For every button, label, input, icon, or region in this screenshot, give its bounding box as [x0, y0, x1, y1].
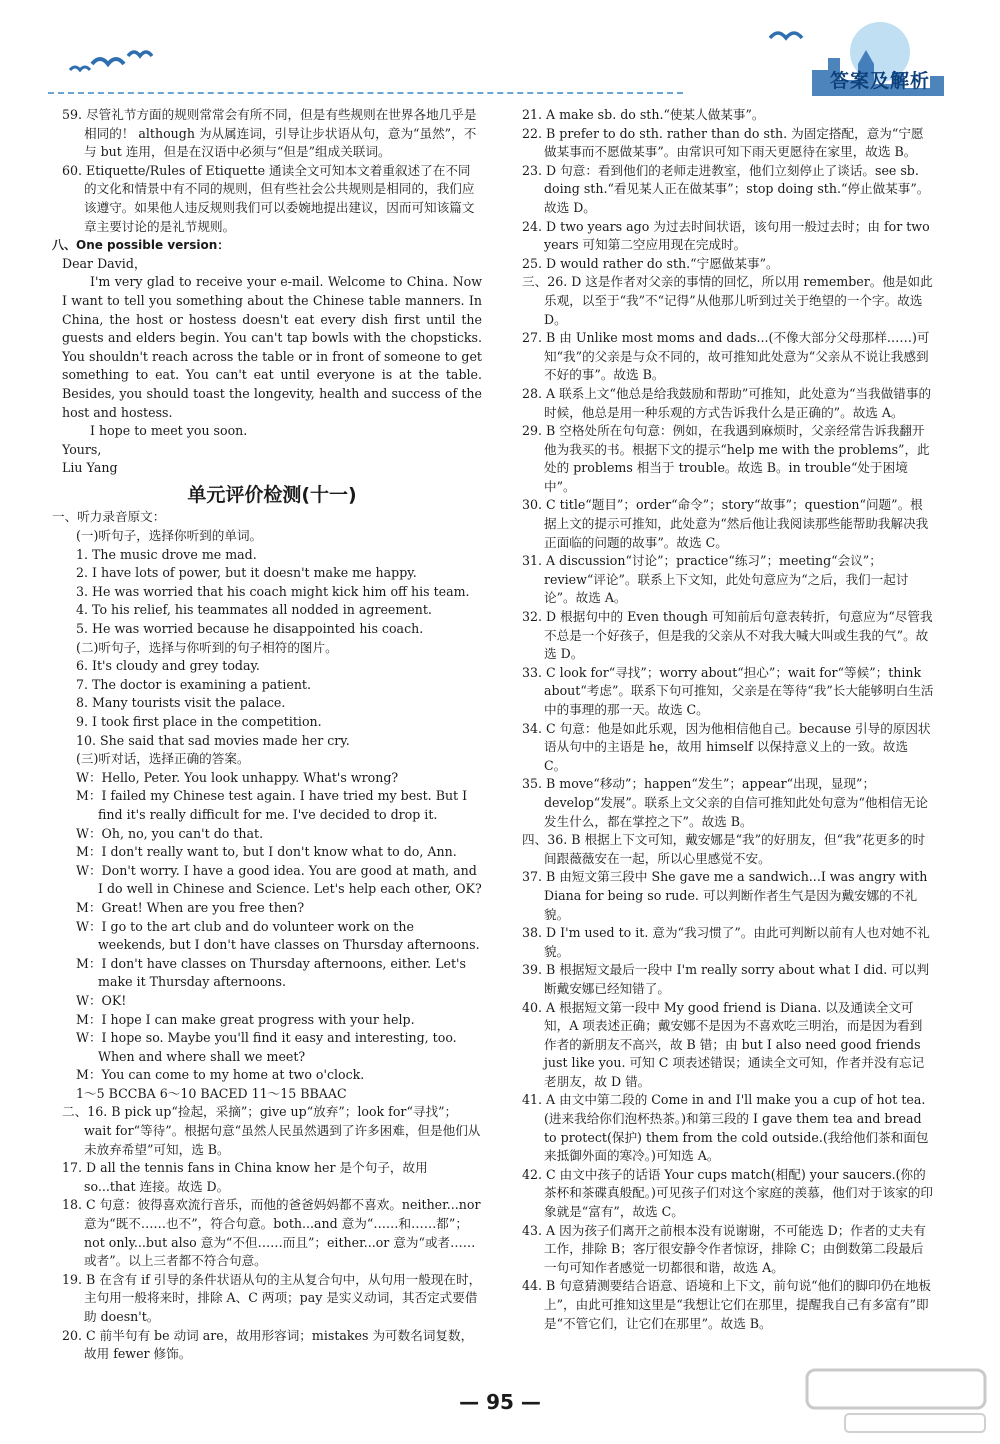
answer-item: 17. D all the tennis fans in China know her 是个句子，故用 so...that 连接。故选 D。 — [62, 1160, 428, 1194]
listening-header: 一、听力录音原文： — [52, 509, 166, 525]
listening-sentence: 4. To his relief, his teammates all nodded in agreement. — [76, 602, 432, 618]
answer-item: 27. B 由 Unlike most moms and dads...(不像大部分父母那样……)可知“我”的父亲是与众不同的，故可推知此处意为“父亲从不说让我感到不好的事”。故选 B。 — [522, 330, 930, 383]
dialogue-line: W：I hope so. Maybe you'll find it easy and interesting, too. When and where shall we meet? — [76, 1030, 457, 1064]
answer-item: 43. A 因为孩子们离开之前根本没有说谢谢，不可能选 D；作者的丈夫有工作，排除 B；客厅很安静令作者惊讶，排除 C；由倒数第二段最后一句可知作者感觉一切都很和谐，故选 A。 — [522, 1222, 926, 1275]
dialogue-line: W：Hello, Peter. You look unhappy. What's wrong? — [76, 769, 399, 785]
answer-item: 34. C 句意：他是如此乐观，因为他相信他自己。because 引导的原因状语从句中的主语是 he，故用 himself 以保持意义上的一致。故选 C。 — [522, 720, 931, 773]
listening-sentence: 7. The doctor is examining a patient. — [76, 676, 311, 692]
listening-sentence: 9. I took first place in the competition. — [76, 714, 322, 729]
dialogue-line: M：Great! When are you free then? — [76, 899, 305, 915]
letter-signature: Liu Yang — [62, 460, 118, 476]
listening-sentence: 5. He was worried because he disappointed his coach. — [76, 621, 424, 637]
right-column — [522, 106, 934, 1333]
answer-item: 29. B 空格处所在句句意：例如，在我遇到麻烦时，父亲经常告诉我翻开他为我买的书。根据下文的提示“help me with the problems”，此处的 problems 相当于 trouble。故选 B。in trouble“处于困境中”。 — [522, 423, 930, 494]
answer-item: 二、16. B pick up“捡起，采摘”；give up“放弃”；look for“寻找”；wait for“等待”。根据句意“虽然人民虽然遇到了许多困难，但是他们从未放弃希望”可知，选 B。 — [62, 1104, 481, 1157]
answer-item: 20. C 前半句有 be 动词 are，故用形容词；mistakes 为可数名词复数，故用 fewer 修饰。 — [62, 1327, 474, 1362]
letter-salutation: Dear David， — [62, 255, 147, 271]
answer-item: 28. A 联系上文“他总是给我鼓励和帮助”可推知，此处意为“当我做错事的时候，他总是用一种乐观的方式告诉我什么是正确的”。故选 A。 — [522, 385, 932, 420]
dialogue-line: M：I don't really want to, but I don't know what to do, Ann. — [76, 844, 457, 860]
dialogue-line: M：I failed my Chinese test again. I have tried my best. But I find it's really difficult for me. I've decided to drop it. — [76, 788, 468, 822]
watermark-logo — [805, 1366, 990, 1436]
answer-item: 25. D would rather do sth.“宁愿做某事”。 — [522, 255, 779, 271]
answer-item: 31. A discussion“讨论”；practice“练习”；meeting“会议”；review“评论”。联系上下文知，此处句意应为“之后，我们一起讨论”。故选 A。 — [522, 553, 909, 606]
answer-item: 四、36. B 根据上下文可知，戴安娜是“我”的好朋友，但“我”花更多的时间跟薇薇安在一起，所以心里感觉不安。 — [522, 832, 926, 866]
answer-item: 41. A 由文中第二段的 Come in and I'll make you a cup of hot tea.(进来我给你们泡杯热茶。)和第三段的 I gave them tea and bread to protect(保护) them from the cold outside.(我给他们茶和面包来抵御外面的寒冷。)可知选 A。 — [522, 1092, 929, 1164]
dialogue-line: M：I hope I can make great progress with your help. — [76, 1011, 415, 1027]
letter-heading: 八、One possible version： — [52, 238, 230, 253]
header-title: 答案及解析 — [829, 70, 930, 92]
answer-item: 59. 尽管礼节方面的规则常常会有所不同，但是有些规则在世界各地几乎是相同的！ although 为从属连词，引导让步状语从句，意为“虽然”，不与 but 连用，但是在汉语中必须与“但是”组成关联词。 — [62, 107, 477, 160]
page-header — [0, 0, 1000, 110]
answer-item: 19. B 在含有 if 引导的条件状语从句的主从复合句中，从句用一般现在时，主句用一般将来时，排除 A、C 两项；pay 是实义动词，其否定式要借助 doesn't。 — [62, 1271, 482, 1324]
listening-sentence: 8. Many tourists visit the palace. — [76, 695, 286, 711]
left-column — [52, 106, 482, 1364]
answer-item: 18. C 句意：彼得喜欢流行音乐，而他的爸爸妈妈都不喜欢。neither...nor 意为“既不……也不”，符合句意。both...and 意为“……和……都”；not only...but also 意为“不但……而且”；either...or 意为“或者……或者”。以上三者都不符合句意。 — [62, 1197, 481, 1269]
answer-item: 37. B 由短文第三段中 She gave me a sandwich...I was angry with Diana for being so rude. 可以判断作者生气是因为戴安娜的不礼貌。 — [522, 869, 928, 922]
header-dash-line — [48, 92, 683, 94]
answer-item: 21. A make sb. do sth.“使某人做某事”。 — [522, 107, 765, 122]
answer-item: 三、26. D 这是作者对父亲的事情的回忆，所以用 remember。他是如此乐观，以至于“我”不“记得”从他那儿听到过关于绝望的一个字。故选 D。 — [522, 274, 933, 327]
seagull-icon — [128, 52, 152, 56]
part-header: (一)听句子，选择你听到的单词。 — [76, 528, 263, 544]
part-header: (三)听对话，选择正确的答案。 — [76, 751, 250, 767]
page-number-value: 95 — [486, 1390, 514, 1414]
listening-answer-key: 1～5 BCCBA 6～10 BACED 11～15 BBAAC — [76, 1085, 347, 1101]
dialogue-line: W：OK! — [76, 992, 127, 1008]
page-number: — 95 — — [459, 1390, 541, 1414]
answer-item: 23. D 句意：看到他们的老师走进教室，他们立刻停止了谈话。see sb. doing sth.“看见某人正在做某事”；stop doing sth.“停止做某事”。故选 D。 — [522, 162, 930, 215]
answer-item: 33. C look for“寻找”；worry about“担心”；wait for“等候”；think about“考虑”。联系下句可推知，父亲是在等待“我”长大能够明白生活中的事理的那一天。故选 C。 — [522, 664, 934, 717]
answer-item: 22. B prefer to do sth. rather than do sth. 为固定搭配，意为“宁愿做某事而不愿做某事”。由常识可知下雨天更愿待在家里，故选 B。 — [522, 125, 924, 160]
seagull-icon — [70, 67, 90, 70]
answer-item: 40. A 根据短文第一段中 My good friend is Diana. 以及通读全文可知，A 项表述正确；戴安娜不是因为不喜欢吃三明治，而是因为看到作者的新朋友不高兴，故 B 错；由 but I also need good friends just like you. 可知 C 项表述错误；通读全文可知，作者并没有忘记老朋友，故 D 错。 — [522, 999, 925, 1089]
sample-letter — [52, 236, 482, 478]
answer-item: 30. C title“题目”；order“命令”；story“故事”；question“问题”。根据上文的提示可推知，此处意为“然后他让我阅读那些能帮助我解决我正面临的问题的故事”。故选 C。 — [522, 497, 929, 550]
listening-sentence: 2. I have lots of power, but it doesn't make me happy. — [76, 565, 417, 581]
listening-sentence: 1. The music drove me mad. — [76, 546, 257, 562]
answer-item: 42. C 由文中孩子的话语 Your cups match(相配) your saucers.(你的茶杯和茶碟真般配。)可见孩子们对这个家庭的羡慕，他们对于该家的印象就是“富有”，故选 C。 — [522, 1166, 934, 1220]
dialogue-line: M：I don't have classes on Thursday afternoons, either. Let's make it Thursday afternoons. — [76, 955, 466, 990]
letter-body: I'm very glad to receive your e-mail. Welcome to China. Now I want to tell you something about the Chinese table manners. In China, the host or hostess doesn't eat every dish first until the guests and elders begin. You can't tap bowls with the chopsticks. You shouldn't reach across the table or in front of someone to get something to eat. You can't eat until everyone is at the table. Besides, you should toast the longevity, health and success of the host and hostess. — [62, 274, 482, 420]
dialogue-line: M：You can come to my home at two o'clock. — [76, 1067, 365, 1083]
listening-sentence: 6. It's cloudy and grey today. — [76, 658, 260, 674]
dialogue-line: W：Don't worry. I have a good idea. You are good at math, and I do well in Chinese and Science. Let's help each other, OK? — [76, 862, 482, 897]
answer-item: 39. B 根据短文最后一段中 I'm really sorry about what I did. 可以判断戴安娜已经知错了。 — [522, 962, 930, 996]
seagull-icon — [92, 59, 124, 64]
answer-item: 38. D I'm used to it. 意为“我习惯了”。由此可判断以前有人也对她不礼貌。 — [522, 925, 930, 959]
listening-sentence: 10. She said that sad movies made her cry. — [76, 732, 350, 748]
answer-item: 35. B move“移动”；happen“发生”；appear“出现，显现”；develop“发展”。联系上文父亲的自信可推知此处句意为“他相信无论发生什么，都在掌控之下”。故选 B。 — [522, 776, 928, 829]
letter-body: I hope to meet you soon. — [90, 423, 248, 439]
answer-item: 60. Etiquette/Rules of Etiquette 通读全文可知本文着重叙述了在不同的文化和情景中有不同的规则，但有些社会公共规则是相同的，我们应该遵守。如果他人违反规则我们可以委婉地提出建议，因而可知该篇文章主要讨论的是礼节规则。 — [62, 162, 475, 234]
part-header: (二)听句子，选择与你听到的句子相符的图片。 — [76, 639, 338, 655]
seagull-icon — [770, 33, 802, 38]
dialogue-line: W：I go to the art club and do volunteer work on the weekends, but I don't have classes on Thursday afternoons. — [76, 918, 480, 953]
answer-item: 32. D 根据句中的 Even though 可知前后句意表转折，句意应为“尽管我不总是一个好孩子，但是我的父亲从不对我大喊大叫或生我的气”。故选 D。 — [522, 609, 933, 662]
dialogue-line: W：Oh, no, you can't do that. — [76, 825, 264, 841]
answer-item: 44. B 句意猜测要结合语意、语境和上下文，前句说“他们的脚印仍在地板上”，由此可推知这里是“我想让它们在那里，提醒我自己有多富有”即是“不管它们，让它们在那里”。故选 B。 — [522, 1278, 931, 1331]
listening-sentence: 3. He was worried that his coach might kick him off his team. — [76, 583, 470, 599]
answer-item: 24. D two years ago 为过去时间状语，该句用一般过去时；由 for two years 可知第二空应用现在完成时。 — [522, 218, 930, 253]
letter-closing: Yours, — [62, 441, 102, 457]
section-title: 单元评价检测(十一) — [187, 483, 357, 506]
